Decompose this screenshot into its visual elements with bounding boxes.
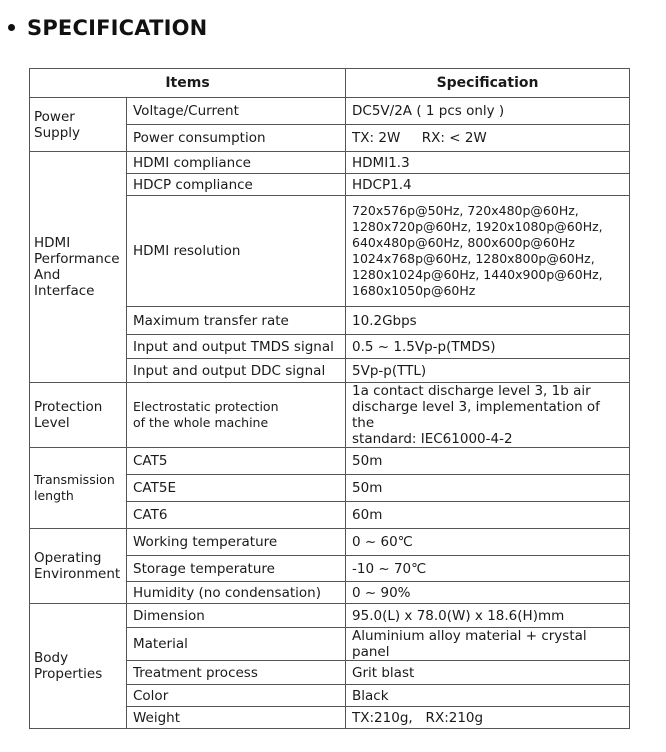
spec-cell: 0 ~ 60℃	[346, 529, 630, 556]
spec-cell: -10 ~ 70℃	[346, 556, 630, 582]
resolution-line: 1024x768p@60Hz, 1280x800p@60Hz,	[352, 251, 595, 266]
item-cell: HDCP compliance	[127, 174, 346, 196]
spec-cell: TX:210g, RX:210g	[346, 707, 630, 729]
item-cell: HDMI resolution	[127, 196, 346, 307]
group-body-properties	[30, 604, 127, 729]
table-row	[30, 448, 630, 475]
spec-cell	[346, 383, 630, 448]
table-row	[30, 383, 630, 448]
item-cell: Maximum transfer rate	[127, 307, 346, 335]
item-cell: Input and output TMDS signal	[127, 335, 346, 359]
spec-line: 1a contact discharge level 3, 1b air	[352, 383, 591, 399]
spec-cell: HDMI1.3	[346, 152, 630, 174]
spec-cell: 60m	[346, 502, 630, 529]
resolution-line: 1280x1024p@60Hz, 1440x900p@60Hz,	[352, 267, 603, 282]
header-items: Items	[30, 69, 346, 98]
spec-cell: 0.5 ~ 1.5Vp-p(TMDS)	[346, 335, 630, 359]
resolution-line: 720x576p@50Hz, 720x480p@60Hz,	[352, 203, 579, 218]
group-label-line: Protection	[34, 399, 103, 415]
group-operating-environment	[30, 529, 127, 604]
page-title-text: SPECIFICATION	[27, 16, 208, 40]
spec-cell: 50m	[346, 448, 630, 475]
item-line: Electrostatic protection	[133, 399, 279, 414]
resolution-line: 1680x1050p@60Hz	[352, 283, 476, 298]
group-label-line: Properties	[34, 666, 103, 682]
item-cell: Voltage/Current	[127, 98, 346, 125]
spec-cell: 50m	[346, 475, 630, 502]
group-protection-level	[30, 383, 127, 448]
group-power-supply: Power Supply	[30, 98, 127, 152]
spec-cell: 10.2Gbps	[346, 307, 630, 335]
item-cell: Color	[127, 685, 346, 707]
group-label-line: length	[34, 488, 74, 503]
group-label-line: Transmission	[34, 472, 115, 487]
header-specification: Specification	[346, 69, 630, 98]
spec-cell: 5Vp-p(TTL)	[346, 359, 630, 383]
spec-cell: Black	[346, 685, 630, 707]
spec-line: discharge level 3, implementation of the	[352, 399, 600, 431]
bullet-icon	[8, 24, 15, 31]
spec-cell: Aluminium alloy material + crystal panel	[346, 628, 630, 661]
item-cell: Power consumption	[127, 125, 346, 152]
item-cell: CAT5	[127, 448, 346, 475]
item-cell: Material	[127, 628, 346, 661]
group-label-line: Level	[34, 415, 70, 431]
group-label-line: Environment	[34, 566, 121, 582]
group-transmission-length	[30, 448, 127, 529]
item-cell: Working temperature	[127, 529, 346, 556]
group-label-line: Performance	[34, 251, 120, 267]
spec-cell: DC5V/2A ( 1 pcs only )	[346, 98, 630, 125]
spec-cell-resolutions	[346, 196, 630, 307]
group-label-line: And Interface	[34, 267, 95, 299]
item-cell: HDMI compliance	[127, 152, 346, 174]
spec-cell: TX: 2W RX: < 2W	[346, 125, 630, 152]
spec-line: standard: IEC61000-4-2	[352, 431, 513, 447]
item-cell: CAT6	[127, 502, 346, 529]
resolution-line: 1280x720p@60Hz, 1920x1080p@60Hz,	[352, 219, 603, 234]
spec-cell: Grit blast	[346, 661, 630, 685]
item-cell: Storage temperature	[127, 556, 346, 582]
item-cell: CAT5E	[127, 475, 346, 502]
group-label-line: Operating	[34, 550, 102, 566]
item-cell: Input and output DDC signal	[127, 359, 346, 383]
group-label-line: Body	[34, 650, 69, 666]
page-title	[8, 16, 207, 40]
resolution-line: 640x480p@60Hz, 800x600p@60Hz	[352, 235, 575, 250]
table-header-row	[30, 69, 630, 98]
specification-table	[29, 68, 630, 729]
spec-cell: HDCP1.4	[346, 174, 630, 196]
group-hdmi	[30, 152, 127, 383]
item-cell	[127, 383, 346, 448]
group-label-line: HDMI	[34, 235, 71, 251]
item-cell: Humidity (no condensation)	[127, 582, 346, 604]
table-row	[30, 529, 630, 556]
spec-cell: 95.0(L) x 78.0(W) x 18.6(H)mm	[346, 604, 630, 628]
item-cell: Dimension	[127, 604, 346, 628]
item-line: of the whole machine	[133, 415, 269, 430]
table-row	[30, 604, 630, 628]
table-row	[30, 98, 630, 125]
spec-cell: 0 ~ 90%	[346, 582, 630, 604]
item-cell: Weight	[127, 707, 346, 729]
item-cell: Treatment process	[127, 661, 346, 685]
table-row	[30, 152, 630, 174]
